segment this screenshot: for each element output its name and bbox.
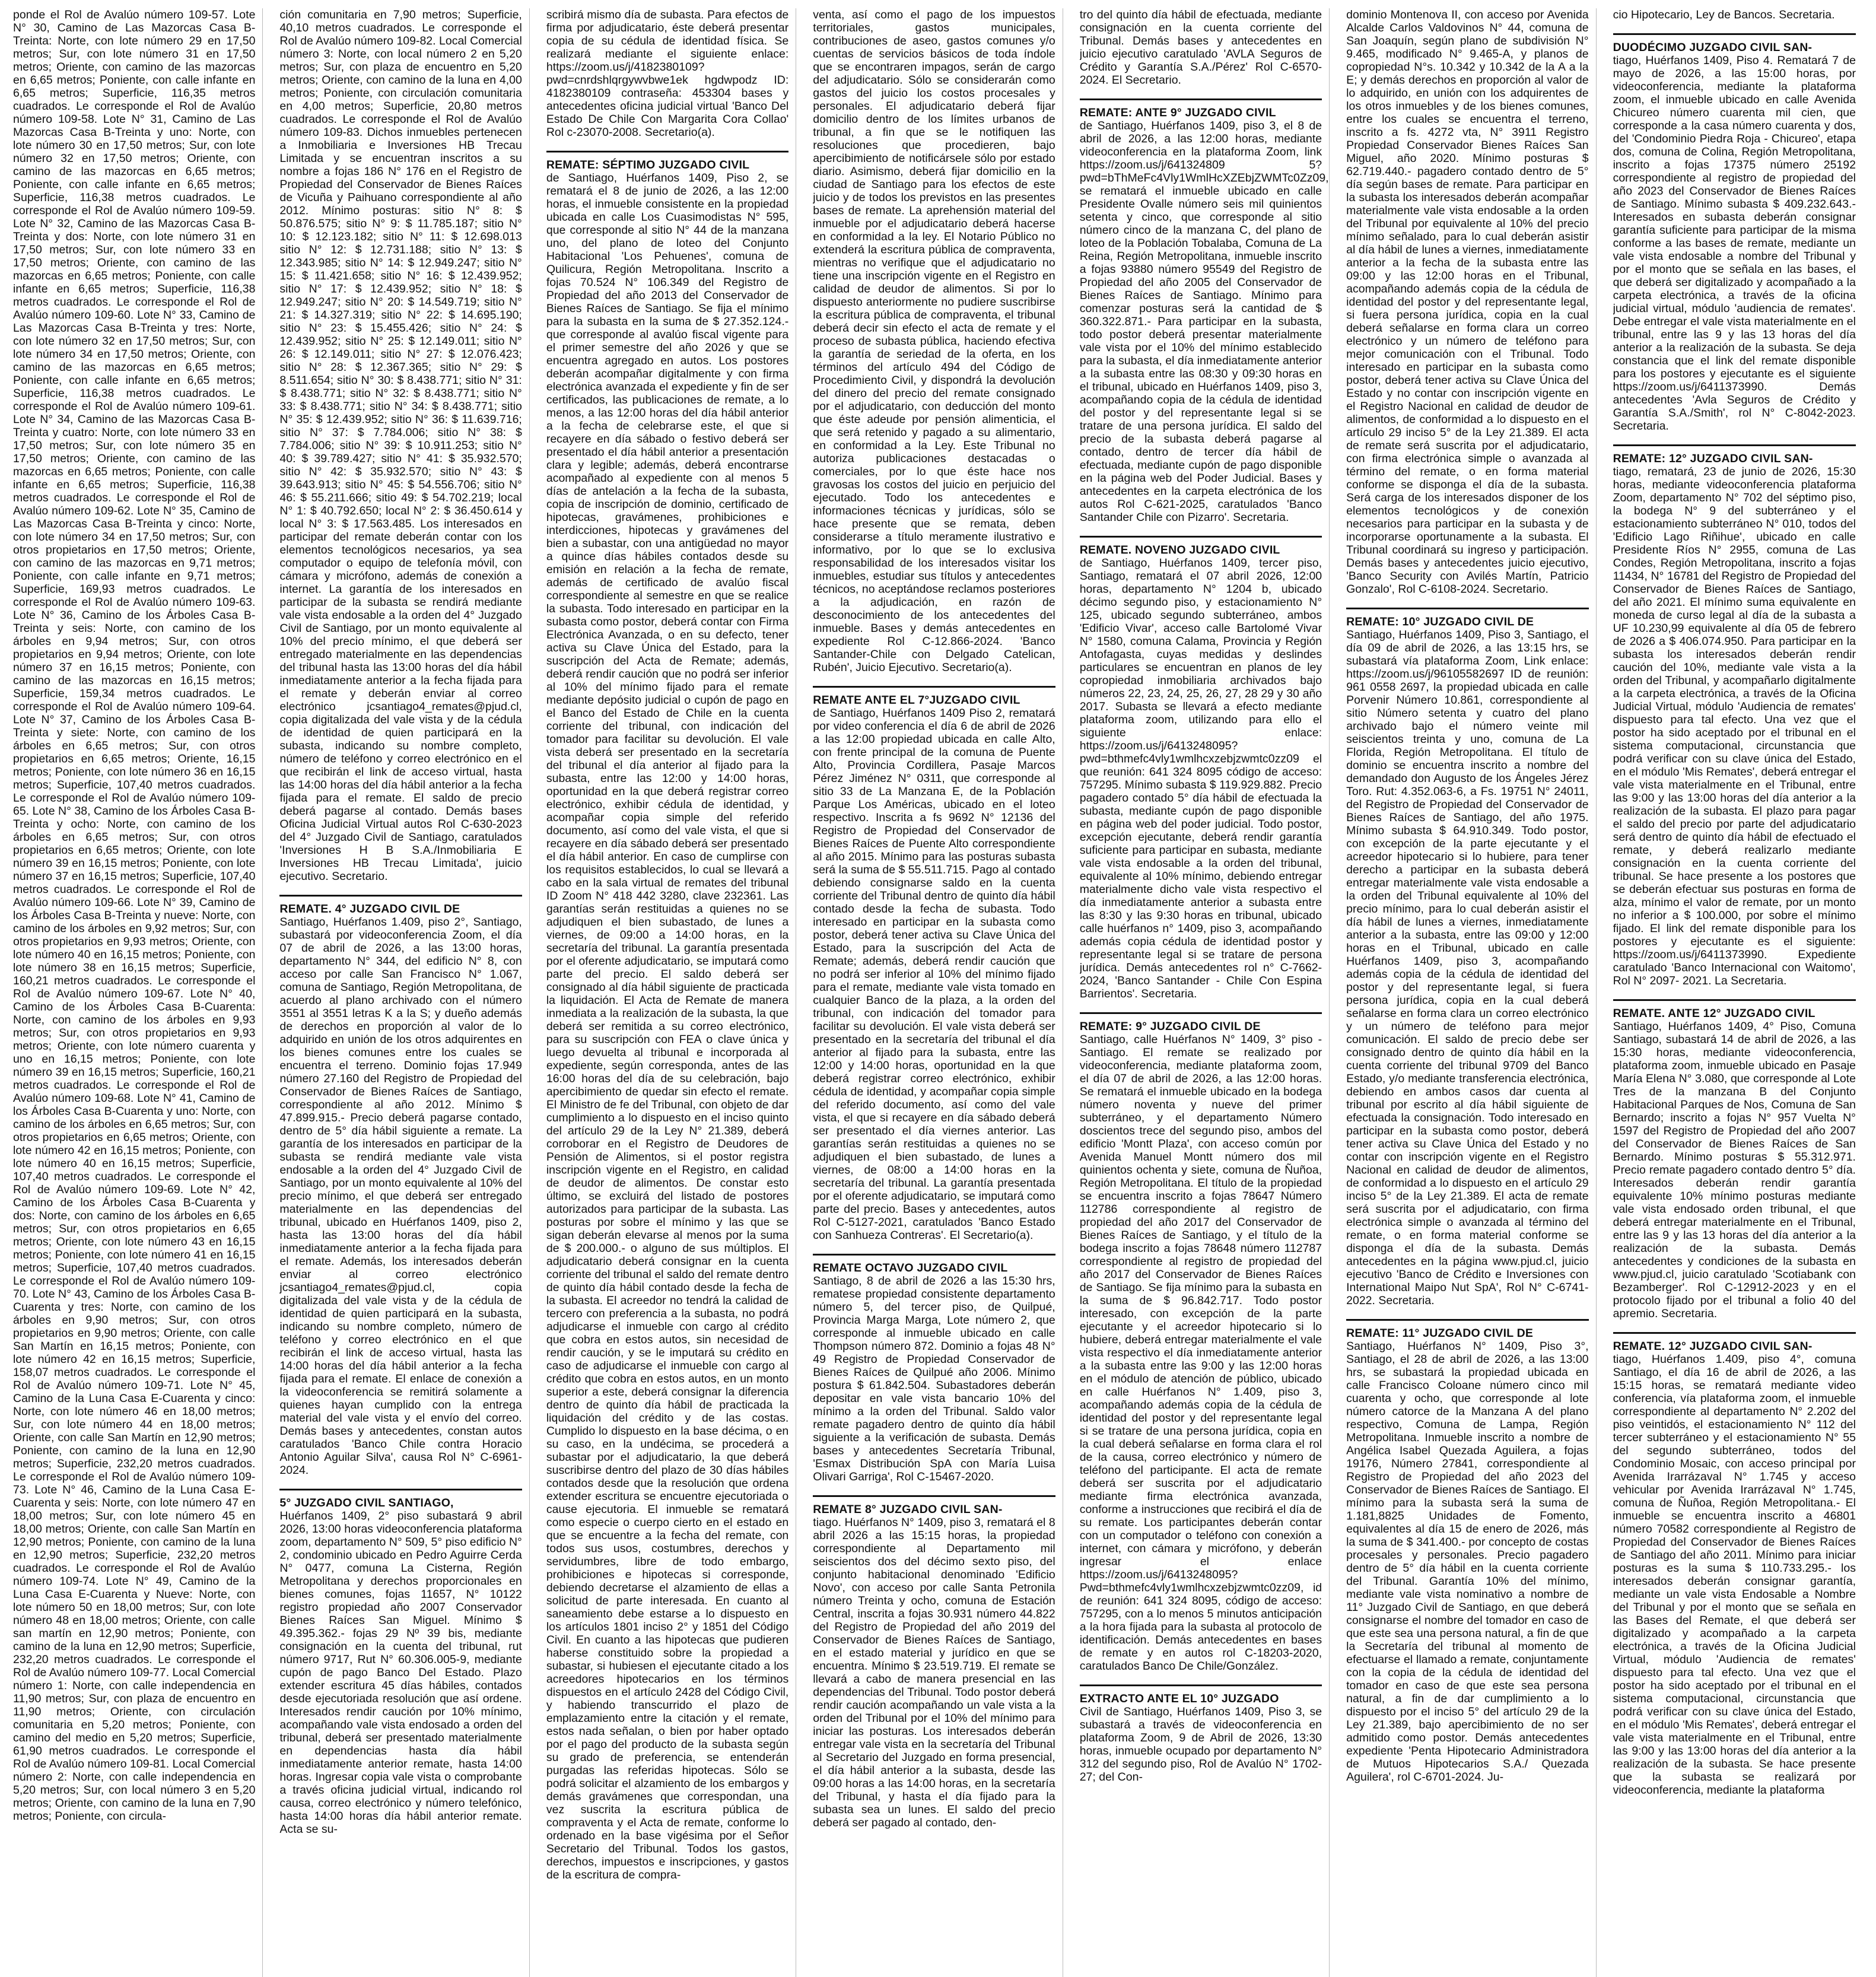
legal-notice [279,8,522,883]
column-1 [13,8,263,1977]
notice-heading: REMATE. ANTE 12° JUZGADO CIVIL [1613,1007,1815,1020]
notice-body: cio Hipotecario, Ley de Bancos. Secretaria. [1613,8,1835,21]
notice-divider [813,1254,1055,1256]
notice-heading: REMATE OCTAVO JUZGADO CIVIL [813,1261,1008,1274]
column-6 [1346,8,1596,1977]
notice-divider [1080,98,1322,100]
legal-notice [1080,1012,1322,1673]
notice-body: Santiago, Huérfanos N° 1409, Piso 3°, Santiago, el 28 de abril de 2026, a las 13:00 hrs, se subastará la propiedad ubicada en calle Francisco Coloane número cinco mil cuarenta y ocho, que corresponde al lote número catorce de la Manzana A del plano respectivo, Comuna de Lampa, Región Metropolitana. Inmueble inscrito a nombre de Angélica Isabel Quezada Aguilera, a fojas 19176, Número 27841, correspondiente al Registro de Propiedad del año 2023 del Conservador de Bienes Raíces de Santiago. El mínimo para la subasta será la suma de 1.181,8825 Unidades de Fomento, equivalentes al día 15 de enero de 2026, más la suma de $ 341.400.- por concepto de costas procesales y personales. Precio pagadero dentro de 5° día hábil en la cuenta corriente del Tribunal. Garantía 10% del mínimo, mediante vale vista nominativo a nombre de 11° Juzgado Civil de Santiago, en que deberá consignarse el nombre del tomador en caso de que este sea una persona natural, a fin de que la Secretaría del tribunal al momento de efectuarse el llamado a remate, conjuntamente con la copia de la cédula de identidad del tomador en caso de que este sea persona natural, a fin de dar cumplimiento a lo dispuesto por el inciso 5° del artículo 29 de la Ley 21.389, bajo apercibimiento de no ser admitido como postor. Demás antecedentes expediente 'Penta Hipotecario Administradora de Mutuos Hipotecarios S.A./ Quezada Aguilera', rol C-6701-2024. Ju- [1346,1340,1589,1784]
legal-notice [279,1489,522,1836]
legal-notice [1079,98,1329,524]
notice-heading: 5° JUZGADO CIVIL SANTIAGO, [279,1496,454,1509]
notice-heading: REMATE: 9° JUZGADO CIVIL DE [1079,1020,1261,1033]
notice-body: Santiago, calle Huérfanos N° 1409, 3° piso - Santiago. El remate se realizado por videoconferencia, mediante plataforma zoom, el día 07 de abril de 2026, a las 12:00 horas. Se rematará el inmueble ubicado en la bodega número noventa y nueve del primer subterráneo, y el departamento Número doscientos trece del segundo piso, ambos del edificio 'Montt Plaza', con acceso común por Avenida Manuel Montt número dos mil quinientos ochenta y siete, comuna de Ñuñoa, Región Metropolitana. El título de la propiedad se encuentra inscrito a fojas 78647 Número 112786 correspondiente al registro de propiedad del año 2017 del Conservador de Bienes Raíces de Santiago, y el título de la bodega inscrito a fojas 78648 número 112787 correspondiente al registro de propiedad del año 2017 del Conservador de Bienes Raíces de Santiago. Se fija mínimo para la subasta en la suma de $ 96.842.717. Todo postor interesado, con excepción de la parte ejecutante y el acreedor hipotecario si lo hubiere, deberá entregar materialmente el vale vista respectivo el día inmediatamente anterior a la subasta entre las 9:00 y las 12:00 horas en el módulo de atención de público, ubicado en calle Huérfanos N° 1.409, piso 3, acompañando además copia de la cédula de identidad del postor y del representante legal si se tratare de una persona jurídica, copia en la cual deberá señalarse en forma clara el rol de la causa, correo electrónico y número de teléfono del participante. El acta de remate deberá ser suscrita por el adjudicatario mediante firma electrónica avanzada, conforme a instrucciones que recibirá el día de su remate. Los participantes deberán contar con un computador o teléfono con conexión a internet, con cámara y micrófono, y deberán ingresar el enlace https://zoom.us/j/6413248095? Pwd=bthmefc4vly1wmlhcxzebjzwmtc0zz09, id de reunión: 641 324 8095, código de acceso: 757295, con a lo menos 5 minutos anticipación a la hora fijada para la subasta al protocolo de identificación. Demás antecedentes en bases de remate y en autos rol C-18203-2020, caratulados Banco De Chile/González. [1079,1033,1322,1673]
notice-divider [1080,1684,1322,1686]
notice-body: tiago, rematará, 23 de junio de 2026, 15:30 horas, mediante videoconferencia plataforma Zoom, departamento N° 702 del séptimo piso, la bodega N° 9 del subterráneo y el estacionamiento subterráneo N° 010, todos del 'Edificio Lago Riñihue', ubicado en calle Presidente Ríos N° 2955, comuna de Las Condes, Región Metropolitana, inscrito a fojas 11434, N° 16781 del Registro de Propiedad del Conservador de Bienes Raíces de Santiago, del año 2021. El mínimo suma equivalente en moneda de curso legal al día de la subasta a UF 10.230,99 equivalente al día 05 de febrero de 2026 a $ 406.074.950. Para participar en la subasta los interesados deberán rendir caución del 10%, mediante vale vista a la orden del Tribunal, y acompañarlo digitalmente a la carpeta electrónica, a través de la Oficina Judicial Virtual, módulo 'Audiencia de remates' dispuesto para tal efecto. Una vez que el postor ha sido aceptado por el tribunal en el sistema computacional, circunstancia que podrá verificar con su clave única del Estado, en el módulo 'Mis Remates', deberá entregar el vale vista materialmente en el Tribunal, entre las 9:00 y las 13:00 horas del día anterior a la realización de la subasta. El plazo para pagar el saldo del precio por parte del adjudicatario será dentro de quinto día hábil de efectuado el remate, y deberá realizarlo mediante consignación en la cuenta corriente del tribunal. Se hace presente a los postores que se deberán efectuar sus posturas en forma de alza, mínimo el valor de remate, por un monto no inferior a $ 100.000, por sobre el mínimo fijado. El link del remate disponible para los postores y ejecutante es el siguiente: https://zoom.us/j/6411373990. Expediente caratulado 'Banco Internacional con Waitomo', Rol N° 2097- 2021. La Secretaria. [1613,465,1856,987]
notice-body: de Santiago, Huérfanos 1409 Piso 2, rematará por video conferencia el día 6 de abril de 2026 a las 12:00 propiedad ubicada en calle Alto, con frente principal de la comuna de Puente Alto, Provincia Cordillera, Pasaje Marcos Pérez Jiménez N° 0311, que corresponde al sitio 33 de La Manzana E, de la Población Parque Los Américas, ubicado en el loteo respectivo. Inscrita a fs 9692 N° 12136 del Registro de Propiedad del Conservador de Bienes Raíces de Puente Alto correspondiente al año 2015. Mínimo para las posturas subasta será la suma de $ 55.511.715. Pago al contado debiendo consignarse saldo en la cuenta corriente del Tribunal dentro de quinto día hábil contado desde la fecha de subasta. Todo interesado en participar en la subasta como postor, deberá tener activa su Clave Única del Estado, para la suscripción del Acta de Remate; además, deberá rendir caución que no podrá ser inferior al 10% del mínimo fijado para el remate, mediante vale vista tomado en cualquier Banco de la plaza, a la orden del tribunal, con indicación del tomador para facilitar su devolución. El vale vista deberá ser presentado en la secretaría del tribunal el día anterior al fijado para la subasta, entre las 12:00 y 14:00 horas, oportunidad en la que deberá registrar correo electrónico, exhibir cédula de identidad, y acompañar copia simple del referido documento, así como del vale vista, el que si recayere en día sábado deberá ser presentado el día viernes anterior. Las garantías serán restituidas a quienes no se adjudiquen el bien subastado, de lunes a viernes, de 08:00 a 14:00 horas en la secretaría del tribunal. La garantía presentada por el oferente adjudicatario, se imputará como parte del precio. Bases y antecedentes, autos Rol C-5127-2021, caratulados 'Banco Estado con Sanhueza Contreras'. El Secretario(a). [813,707,1055,1242]
legal-notice [813,686,1055,1242]
column-7 [1613,8,1863,1977]
legal-notice [546,151,788,1881]
legal-notice [1613,33,1856,433]
notice-body: tiago. Huérfanos N° 1409, piso 3, rematará el 8 abril 2026 a las 15:15 horas, la propiedad correspondiente al Departamento mil seiscientos dos del décimo sexto piso, del conjunto habitacional denominado 'Edificio Novo', con acceso por calle Santa Petronila número Treinta y ocho, comuna de Estación Central, inscrita a fojas 30.931 número 44.822 del Registro de Propiedad del año 2019 del Conservador de Bienes Raíces de Santiago, en el estado material y jurídico en que se encuentra. Mínimo $ 23.519.719. El remate se llevará a cabo de manera presencial en las dependencias del Tribunal. Todo postor deberá rendir caución acompañando un vale vista a la orden del Tribunal por el 10% del mínimo para iniciar las posturas. Los interesados deberán entregar vale vista en la secretaría del Tribunal al Secretario del Juzgado en forma presencial, el día hábil anterior a la subasta, desde las 09:00 horas a las 14:00 horas, en la secretaría del Tribunal, y hasta el día fijado para la subasta sea un lunes. El saldo del precio deberá ser pagado al contado, den- [813,1516,1055,1829]
notice-body: Huérfanos 1409, 2° piso subastará 9 abril 2026, 13:00 horas videoconferencia plataforma zoom, departamento N° 509, 5° piso edificio N° 2, condominio ubicado en Pedro Aguirre Cerda N° 0477, comuna La Cisterna, Región Metropolitana y derechos proporcionales en bienes comunes, fojas 11657, N° 10122 registro propiedad año 2007 Conservador Bienes Raíces San Miguel. Mínimo $ 49.395.362.- fojas 29 Nº 39 bis, mediante consignación en la cuenta del tribunal, rut número 9717, Rut N° 60.306.005-9, mediante cupón de pago Banco Del Estado. Plazo extender escritura 45 días hábiles, contados desde ejecutoriada resolución que así ordene. Interesados rendir caución por 10% mínimo, acompañando vale vista endosado a orden del tribunal, deberá ser presentado materialmente en dependencias hasta día hábil inmediatamente anterior remate, hasta 14:00 horas. Ingresar copia vale vista o comprobante a través oficina judicial virtual, indicando rol causa, correo electrónico y número telefónico, hasta 14:00 horas día hábil anterior remate. Acta se su- [279,1509,522,1836]
notice-body: ción comunitaria en 7,90 metros; Superficie, 40,10 metros cuadrados. Le corresponde el Rol de Avalúo número 109-82. Local Comercial número 3: Norte, con local número 2 en 5,20 metros; Sur, con plaza de encuentro en 5,20 metros; Oriente, con camino de la luna en 4,00 metros; Poniente, con circulación comunitaria en 4,00 metros; Superficie, 20,80 metros cuadrados. Le corresponde el Rol de Avalúo número 109-83. Dichos inmuebles pertenecen a Inmobiliaria e Inversiones HB Trecau Limitada y se encuentran inscritos a su nombre a fojas 186 N° 176 en el Registro de Propiedad del Conservador de Bienes Raíces de Vicuña y Paihuano correspondiente al año 2012. Mínimo posturas: sitio N° 8: $ 50.876.575; sitio N° 9: $ 11.785.187; sitio N° 10: $ 12.123.182; sitio N° 11: $ 12.698.013 sitio N° 12: $ 12.731.188; sitio N° 13: $ 12.343.985; sitio N° 14: $ 12.949.247; sitio N° 15: $ 11.421.658; sitio N° 16: $ 12.439.952; sitio N° 17: $ 12.439.952; sitio N° 18: $ 12.949.247; sitio N° 20: $ 14.549.719; sitio N° 21: $ 14.327.319; sitio N° 22: $ 14.695.190; sitio N° 23: $ 15.455.426; sitio N° 24: $ 12.439.952; sitio N° 25: $ 12.149.011; sitio N° 26: $ 12.149.011; sitio N° 27: $ 12.076.423; sitio N° 28: $ 12.367.365; sitio N° 29: $ 8.511.654; sitio N° 30: $ 8.438.771; sitio N° 31: $ 8.438.771; sitio N° 32: $ 8.438.771; sitio N° 33: $ 8.438.771; sitio N° 34: $ 8.438.771; sitio N° 35: $ 12.439.952; sitio N° 36: $ 11.639.716; sitio N° 37: $ 7.784.006; sitio N° 38: $ 7.784.006; sitio N° 39: $ 10.911.253; sitio N° 40: $ 39.789.427; sitio N° 41: $ 35.932.570; sitio N° 42: $ 35.932.570; sitio N° 43: $ 39.643.913; sitio N° 45: $ 54.556.706; sitio N° 46: $ 55.211.666; sitio 49: $ 54.702.219; local N° 1: $ 40.792.650; local N° 2: $ 36.450.614 y local N° 3: $ 17.563.485. Los interesados en participar del remate deberán contar con los elementos tecnológicos necesarios, ya sea computador o equipo de telefonía móvil, con cámara y micrófono, además de conexión a internet. La garantía de los interesados en participar de la subasta se rendirá mediante vale vista endosable a la orden del 4° Juzgado Civil de Santiago, por un monto equivalente al 10% del precio mínimo, el que deberá ser entregado materialmente en las dependencias del tribunal hasta las 13:00 horas del día hábil inmediatamente anterior a la fecha fijada para el remate y deberán enviar al correo electrónico jcsantiago4_remates@pjud.cl, copia digitalizada del vale vista y de la cédula de identidad de quien participará en la subasta, indicando su nombre completo, número de teléfono y correo electrónico en el que recibirán el link de acceso virtual, hasta las 14:00 horas del día hábil anterior a la fecha fijada para el remate. El saldo de precio deberá pagarse al contado. Demás bases Oficina Judicial Virtual autos Rol C-630-2023 del 4° Juzgado Civil de Santiago, caratulados 'Inversiones H B S.A./Inmobiliaria E Inversiones HB Trecau Limitada', juicio ejecutivo. Secretario. [279,8,522,883]
column-2 [279,8,529,1977]
notice-heading: REMATE: 11° JUZGADO CIVIL DE [1346,1327,1534,1340]
notice-heading: DUODÉCIMO JUZGADO CIVIL SAN- [1613,41,1813,54]
legal-notice [813,8,1055,674]
notice-divider [813,1495,1055,1497]
notice-heading: REMATE. NOVENO JUZGADO CIVIL [1079,543,1280,557]
notice-body: venta, así como el pago de los impuestos territoriales, gastos municipales, contribuciones de aseo, gastos comunes y/o cuentas de servicios básicos de toda índole que se encontraren impagos, serán de cargo del adjudicatario. Sólo se considerarán como gastos del juicio los costos procesales y personales. El adjudicatario deberá fijar domicilio dentro de los límites urbanos de tribunal, a fin que se le notifiquen las resoluciones que procedieren, bajo apercibimiento de notificársele sólo por estado diario. Asimismo, deberá fijar domicilio en la ciudad de Santiago para los efectos de este juicio y de todos los previstos en las presentes bases de remate. La aprehensión material del inmueble por el adjudicatario deberá hacerse en conformidad a la ley. El Notario Público no extenderá la escritura pública de compraventa, mientras no verifique que el adjudicatario no tiene una inscripción vigente en el Registro en calidad de deudor de alimentos. Si por lo dispuesto anteriormente no pudiere suscribirse la escritura pública de compraventa, el tribunal deberá decir sin efecto el acta de remate y el proceso de subasta pública, haciendo efectiva la garantía de seriedad de la oferta, en los términos del artículo 494 del Código de Procedimiento Civil, y dispondrá la devolución del dinero del precio del remate consignado por el adjudicatario, con deducción del monto que éste adeude por pensión alimenticia, el que será retenido y pagado a su alimentario, en conformidad a la Ley. Este Tribunal no autoriza publicaciones destacadas o comerciales, por lo que éste hace nos gravosas los costos del juicio en perjuicio del ejecutado. Todo los antecedentes e informaciones técnicas y jurídicas, sólo se hace presente que se remata, deben considerarse a título meramente ilustrativo e informativo, por lo que se lo exclusiva responsabilidad de los interesados visitar los inmuebles, estudiar sus títulos y antecedentes técnicos, no aceptándose reclamos posteriores a la adjudicación, en razón de desconocimiento de los antecedentes del inmueble. Bases y demás antecedentes en expediente Rol C-12.866-2024. 'Banco Santander-Chile con Delgado Catelican, Rubén', Juicio Ejecutivo. Secretario(a). [813,8,1055,674]
legal-notice [813,1495,1055,1829]
notice-heading: REMATE: ANTE 9° JUZGADO CIVIL [1079,106,1276,119]
legal-notice [1346,1319,1588,1784]
notice-heading: REMATE ANTE EL 7°JUZGADO CIVIL [813,694,1020,707]
notice-body: scribirá mismo día de subasta. Para efectos de firma por adjudicatario, éste deberá presentar copia de su cédula de identidad física. Se realizará mediante el siguiente enlace: https://zoom.us/j/4182380109?pwd=cnrdshlqrgywvbwe1ek hgdwpodz ID: 4182380109 contraseña: 453304 bases y antecedentes oficina judicial virtual 'Banco Del Estado De Chile Con Margarita Cora Collao' Rol c-23070-2008. Secretario(a). [546,8,789,139]
notice-body: tiago, Huérfanos 1409, Piso 4. Rematará 7 de mayo de 2026, a las 15:00 horas, por videoconferencia, mediante la plataforma zoom, el inmueble ubicado en calle Avenida Chicureo número cuarenta mil cien, que corresponde a la casa número cuarenta y dos, del 'Condominio Piedra Roja - Chicureo', etapa dos, comuna de Colina, Región Metropolitana, inscrito a fojas 17375 número 25192 correspondiente al registro de propiedad del año 2023 del Conservador de Bienes Raíces de Santiago. Mínimo subasta $ 409.232.643.- Interesados en subasta deberán consignar garantía suficiente para participar de la misma conforme a las bases de remate, mediante un vale vista endosable a nombre del Tribunal y por el monto que se señala en las bases, el que deberá ser digitalizado y acompañado a la carpeta electrónica, a través de la oficina judicial virtual, módulo 'audiencia de remates'. Debe entregar el vale vista materialmente en el tribunal, entre las 9 y las 13 horas del día anterior a la realización de la subasta. Se deja constancia que el link del remate disponible para los postores y ejecutante es el siguiente https://zoom.us/j/6411373990. Demás antecedentes 'Avla Seguros de Crédito y Garantía S.A./Smith', rol N° C-8042-2023. Secretaria. [1613,54,1856,433]
notice-heading: REMATE: 10° JUZGADO CIVIL DE [1346,615,1534,628]
notice-divider [813,686,1055,688]
legal-notice [1080,1684,1322,1784]
notice-divider [1346,608,1588,609]
notice-body: Santiago, 8 de abril de 2026 a las 15:30 hrs, rematese propiedad consistente departamento número 5, del tercer piso, de Quilpué, Provincia Marga Marga, Lote número 2, que corresponde al inmueble ubicado en calle Thompson número 872. Dominio a fojas 48 N° 49 Registro de Propiedad Conservador de Bienes Raíces de Quilpué año 2006. Mínimo postura $ 61.842.504. Subastadores deberán depositar en vale vista bancario 10% del mínimo a la orden del Tribunal. Saldo valor remate pagadero dentro de quinto día hábil siguiente a la verificación de subasta. Demás bases y antecedentes Secretaría Tribunal, 'Esmax Distribución SpA con María Luisa Olivari Garriga', Rol C-15467-2020. [813,1274,1055,1483]
notice-body: de Santiago, Huérfanos 1409, tercer piso, Santiago, rematará el 07 abril 2026, 12:00 horas, departamento N° 1204 b, ubicado décimo segundo piso, y estacionamiento N° 125, ubicado segundo subterráneo, ambos 'Edificio Vivar', acceso calle Bartolomé Vivar N° 1580, comuna Calama, Provincia y Región Antofagasta, cuyas medidas y deslindes particulares se encuentran en planos de ley copropiedad inmobiliaria archivados bajo números 22, 23, 24, 25, 26, 27, 28 29 y 30 año 2017. Subasta se llevará a efecto mediante plataforma zoom, utilizando para ello el siguiente enlace: https://zoom.us/j/6413248095?pwd=bthmefc4vly1wmlhcxzebjzwmtc0zz09 el que reunión: 641 324 8095 código de acceso: 757295. Mínimo subasta $ 119.929.882. Precio pagadero contado 5° día hábil de efectuada la subasta, mediante cupón de pago disponible en página web del poder judicial. Todo postor, excepción ejecutante, deberá rendir garantía suficiente para participar en subasta, mediante vale vista endosable a la orden del tribunal, equivalente al 10% mínimo, debiendo entregar materialmente dicho vale vista respectivo el día inmediatamente anterior a subasta entre las 8:30 y las 9:30 horas en tribunal, ubicado calle huérfanos n° 1409, piso 3, acompañando además copia cédula de identidad postor y representante legal si se tratare de persona jurídica. Demás antecedentes rol n° C-7662-2024, 'Banco Santander - Chile Con Espina Barrientos'. Secretaria. [1079,557,1322,1000]
column-4 [813,8,1063,1977]
notice-divider [1080,536,1322,538]
legal-notice [1080,536,1322,1000]
legal-notice [813,1254,1055,1483]
notice-heading: EXTRACTO ANTE EL 10° JUZGADO [1079,1692,1279,1705]
notice-body: ponde el Rol de Avalúo número 109-57. Lote N° 30, Camino de Las Mazorcas Casa B-Treinta: Norte, con lote número 29 en 17,50 metros; Sur, con lote número 31 en 17,50 metros; Oriente, con camino de las mazorcas en 6,65 metros; Poniente, con calle infante en 6,65 metros; Superficie, 116,35 metros cuadrados. Le corresponde el Rol de Avalúo número 109-58. Lote N° 31, Camino de Las Mazorcas Casa B-Treinta y uno: Norte, con lote número 30 en 17,50 metros; Sur, con lote número 32 en 17,50 metros; Oriente, con camino de las mazorcas en 6,65 metros; Poniente, con calle infante en 6,65 metros; Superficie, 116,38 metros cuadrados. Le corresponde el Rol de Avalúo número 109-59. Lote N° 32, Camino de las Mazorcas Casa B-Treinta y dos: Norte, con lote número 31 en 17,50 metros; Sur, con lote número 33 en 17,50 metros; Oriente, con camino de las mazorcas en 6,65 metros; Poniente, con calle infante en 6,65 metros; Superficie, 116,38 metros cuadrados. Le corresponde el Rol de Avalúo número 109-60. Lote N° 33, Camino de Las Mazorcas Casa B-Treinta y tres: Norte, con lote número 32 en 17,50 metros; Sur, con lote número 34 en 17,50 metros; Oriente, con camino de las mazorcas en 6,65 metros; Poniente, con calle infante en 6,65 metros; Superficie, 116,38 metros cuadrados. Le corresponde el Rol de Avalúo número 109-61. Lote N° 34, Camino de las Mazorcas Casa B-Treinta y cuatro: Norte, con lote número 33 en 17,50 metros; Sur, con lote número 35 en 17,50 metros; Oriente, con camino de las mazorcas en 6,65 metros; Poniente, con calle infante en 6,65 metros; Superficie, 116,38 metros cuadrados. Le corresponde el Rol de Avalúo número 109-62. Lote N° 35, Camino de Las Mazorcas Casa B-Treinta y cinco: Norte, con lote número 34 en 17,50 metros; Sur, con otros propietarios en 17,50 metros; Oriente, con camino de las mazorcas en 9,71 metros; Poniente, con calle infante en 9,71 metros; Superficie, 169,93 metros cuadrados. Le corresponde el Rol de Avalúo número 109-63. Lote N° 36, Camino de los Árboles Casa B-Treinta y seis: Norte, con camino de los árboles en 9,94 metros; Sur, con otros propietarios en 9,94 metros; Oriente, con lote número 37 en 16,15 metros; Poniente, con camino de las mazorcas en 16,15 metros; Superficie, 159,34 metros cuadrados. Le corresponde el Rol de Avalúo número 109-64. Lote N° 37, Camino de los Árboles Casa B-Treinta y siete: Norte, con camino de los árboles en 6,65 metros; Sur, con otros propietarios en 6,65 metros; Oriente, 16,15 metros; Poniente, con lote número 36 en 16,15 metros; Superficie, 107,40 metros cuadrados. Le corresponde el Rol de Avalúo número 109-65. Lote N° 38, Camino de los Árboles Casa B-Treinta y ocho: Norte, con camino de los árboles en 6,65 metros; Sur, con otros propietarios en 6,65 metros; Oriente, con lote número 39 en 16,15 metros; Poniente, con lote número 37 en 16,15 metros; Superficie, 107,40 metros cuadrados. Le corresponde el Rol de Avalúo número 109-66. Lote N° 39, Camino de los Árboles Casa B-Treinta y nueve: Norte, con camino de los árboles en 9,92 metros; Sur, con otros propietarios en 9,93 metros; Oriente, con lote número 40 en 16,15 metros; Poniente, con lote número 38 en 16,15 metros; Superficie, 160,21 metros cuadrados. Le corresponde el Rol de Avalúo número 109-67. Lote N° 40, Camino de los Árboles Casa B-Cuarenta: Norte, con camino de los árboles en 9,93 metros; Sur, con otros propietarios en 9,93 metros; Oriente, con lote número cuarenta y uno en 16,15 metros; Poniente, con lote número 39 en 16,15 metros; Superficie, 160,21 metros cuadrados. Le corresponde el Rol de Avalúo número 109-68. Lote N° 41, Camino de los Árboles Casa B-Cuarenta y uno: Norte, con camino de los árboles en 6,65 metros; Sur, con otros propietarios en 6,65 metros; Oriente, con lote número 42 en 16,15 metros; Poniente, con lote número 40 en 16,15 metros; Superficie, 107,40 metros cuadrados. Le corresponde el Rol de Avalúo número 109-69. Lote N° 42, Camino de los Árboles Casa B-Cuarenta y dos: Norte, con camino de los árboles en 6,65 metros; Sur, con otros propietarios en 6,65 metros; Oriente, con lote número 43 en 16,15 metros; Poniente, con lote número 41 en 16,15 metros; Superficie, 107,40 metros cuadrados. Le corresponde el Rol de Avalúo número 109-70. Lote N° 43, Camino de los Árboles Casa B-Cuarenta y tres: Norte, con camino de los árboles en 9,90 metros; Sur, con otros propietarios en 9,90 metros; Oriente, con calle San Martín en 16,15 metros; Poniente, con lote número 42 en 16,15 metros; Superficie, 158,07 metros cuadrados. Le corresponde el Rol de Avalúo número 109-71. Lote N° 45, Camino de la Luna Casa E-Cuarenta y cinco: Norte, con lote número 46 en 18,00 metros; Sur, con lote número 44 en 18,00 metros; Oriente, con calle San Martín en 12,90 metros; Poniente, con camino de la luna en 12,90 metros; Superficie, 232,20 metros cuadrados. Le corresponde el Rol de Avalúo número 109-73. Lote N° 46, Camino de la Luna Casa E-Cuarenta y seis: Norte, con lote número 47 en 18,00 metros; Sur, con lote número 45 en 18,00 metros; Oriente, con calle San Martín en 12,90 metros; Poniente, con camino de la luna en 12,90 metros; Superficie, 232,20 metros cuadrados. Le corresponde el Rol de Avalúo número 109-74. Lote N° 49, Camino de la Luna Casa E-Cuarenta y Nueve: Norte, con lote número 50 en 18,00 metros; Sur, con lote número 48 en 18,00 metros; Oriente, con calle san martín en 12,90 metros; Poniente, con camino de la luna en 12,90 metros; Superficie, 232,20 metros cuadrados. Le corresponde el Rol de Avalúo número 109-77. Local Comercial número 1: Norte, con calle independencia en 11,90 metros; Sur, con plaza de encuentro en 11,90 metros; Oriente, con circulación comunitaria en 5,20 metros; Poniente, con camino del medio en 5,20 metros; Superficie, 61,90 metros cuadrados. Le corresponde el Rol de Avalúo número 109-81. Local Comercial número 2: Norte, con calle independencia en 5,20 metros; Sur, con local número 3 en 5,20 metros; Oriente, con camino de la luna en 7,90 metros; Poniente, con circula- [13,8,256,1823]
legal-notice [279,895,522,1477]
notice-divider [279,895,522,897]
notice-body: tiago, Huérfanos 1.409, piso 4°, comuna Santiago, el día 16 de abril de 2026, a las 15:15 horas, se rematará mediante video conferencia, vía plataforma zoom, el inmueble correspondiente al departamento N° 2.202 del piso veintidós, el estacionamiento N° 112 del tercer subterráneo y el estacionamiento N° 55 del segundo subterráneo, todos del Condominio Mosaic, con acceso principal por Avenida Irarrázaval N° 1.745 y acceso vehicular por Avenida Irarrázaval N° 1.745, comuna de Ñuñoa, Región Metropolitana.- El inmueble se encuentra inscrito a 46801 número 70582 correspondiente al Registro de Propiedad del Conservador de Bienes Raíces de Santiago del año 2011. Mínimo para iniciar posturas es la suma $ 110.733.295.- los interesados deberán consignar garantía, mediante un vale vista Endosable a Nombre del Tribunal y por el monto que se señala en las Bases del Remate, el que deberá ser digitalizado y acompañado a la carpeta electrónica, a través de la Oficina Judicial Virtual, módulo 'Audiencia de remates' dispuesto para tal efecto. Una vez que el postor ha sido aceptado por el tribunal en el sistema computacional, circunstancia que podrá verificar con su clave única del Estado, en el módulo 'Mis Remates', deberá entregar el vale vista materialmente en el Tribunal, entre las 9:00 y las 13:00 horas del día anterior a la realización de la subasta. Se hace presente que la subasta se realizará por videoconferencia, mediante la plataforma [1613,1353,1856,1797]
notice-body: Civil de Santiago, Huérfanos 1409, Piso 3, se subastará a través de videoconferencia en plataforma Zoom, 9 de Abril de 2026, 13:30 horas, inmueble ocupado por departamento N° 312 del segundo piso, Rol de Avalúo N° 1702-27; del Con- [1079,1705,1322,1784]
notice-body: tro del quinto día hábil de efectuada, mediante consignación en la cuenta corriente del Tribunal. Demás bases y antecedentes en juicio ejecutivo caratulado 'AVLA Seguros de Crédito y Garantía S.A./Pérez' Rol C-6570-2024. El Secretario. [1079,8,1322,87]
notice-heading: REMATE 8° JUZGADO CIVIL SAN- [813,1503,1003,1516]
notice-divider [1346,1319,1588,1321]
legal-notice [1613,444,1856,987]
legal-notice [1613,999,1856,1320]
notice-body: Santiago, Huérfanos 1.409, piso 2°, Santiago, subastará por videoconferencia Zoom, el día 07 de abril de 2026, a las 13:00 horas, departamento N° 344, del edificio N° 8, con acceso por calle San Francisco N° 1.067, comuna de Santiago, Región Metropolitana, de acuerdo al plano archivado con el número 3551 al 3551 letras K a la S; y dueño además de derechos en proporción al valor de lo adquirido en unión de los otros adquirentes en los bienes comunes entre los cuales se encuentra el terreno. Dominio fojas 17.949 número 27.160 del Registro de Propiedad del Conservador de Bienes Raíces de Santiago, correspondiente al año 2012. Mínimo $ 47.899.915.- Precio deberá pagarse contado, dentro de 5° día hábil siguiente a remate. La garantía de los interesados en participar de la subasta se rendirá mediante vale vista endosable a la orden del 4° Juzgado Civil de Santiago, por un monto equivalente al 10% del precio mínimo, el que deberá ser entregado materialmente en las dependencias del tribunal, ubicado en Huérfanos 1409, piso 2, hasta las 13:00 horas del día hábil inmediatamente anterior a la fecha fijada para el remate. Además, los interesados deberán enviar al correo electrónico jcsantiago4_remates@pjud.cl, copia digitalizada del vale vista y de la cédula de identidad de quien participará en la subasta, indicando su nombre completo, número de teléfono y correo electrónico en el que recibirán el link de acceso virtual, hasta las 14:00 horas del día hábil anterior a la fecha fijada para el remate. El enlace de conexión a la videoconferencia se remitirá solamente a quienes hayan cumplido con la entrega material del vale vista y el envío del correo. Demás bases y antecedentes, constan autos caratulados 'Banco Chile contra Horacio Antonio Aguilar Silva', causa Rol N° C-6961-2024. [279,916,522,1477]
notice-body: de Santiago, Huérfanos 1409, Piso 2, se rematará el 8 de junio de 2026, a las 12:00 horas, el inmueble consistente en la propiedad ubicada en calle Los Cuasimodistas N° 595, que corresponde al sitio N° 44 de la manzana uno, del plano de loteo del Conjunto Habitacional 'Los Pehuenes', comuna de Quilicura, Región Metropolitana. Inscrito a fojas 70.524 N° 106.349 del Registro de Propiedad del año 2013 del Conservador de Bienes Raíces de Santiago. Se fija el mínimo para la subasta en la suma de $ 27.352.124.- que corresponde al avalúo fiscal vigente para el primer semestre del año 2026 y que se encuentra agregado en autos. Los postores deberán acompañar digitalmente y con firma electrónica avanzada el expediente y fin de ser certificados, las publicaciones de remate, a lo menos, a las 12:00 horas del día hábil anterior a la fecha de celebrarse este, el que si recayere en día sábado o festivo deberá ser presentado el día hábil anterior a presentación clara y legible; además, deberá encontrarse acompañado al expediente con al menos 5 días de antelación a la fecha de la subasta, copia de inscripción de dominio, certificado de hipotecas, gravámenes, prohibiciones e interdicciones, hipotecas y gravámenes del bien a subastar, con una antigüedad no mayor a quince días hábiles contados desde su emisión en relación a la fecha de remate, además de certificado de avalúo fiscal correspondiente al semestre en que se realice la subasta. Todo interesado en participar en la subasta como postor, deberá contar con Firma Electrónica Avanzada, o en su defecto, tener activa su Clave Única del Estado, para la suscripción del Acta de Remate; además, deberá rendir caución que no podrá ser inferior al 10% del mínimo fijado para el remate mediante depósito judicial o cupón de pago en el Banco del Estado de Chile en la cuenta corriente del tribunal, con indicación del tomador para facilitar su devolución. El vale vista deberá ser presentado en la secretaría del tribunal el día anterior al fijado para la subasta, entre las 12:00 y 14:00 horas, oportunidad en la que deberá registrar correo electrónico, exhibir cédula de identidad, y acompañar copia simple del referido documento, así como del vale vista, el que si recayere en día sábado deberá ser presentado el día hábil anterior. En caso de cumplirse con los requisitos establecidos, lo cual se llevará a cabo en la sala virtual de remates del tribunal ID Zoom N° 418 442 3280, clave 232361. Las garantías serán restituidas a quienes no se adjudiquen el bien subastado, de lunes a viernes, de 09:00 a 14:00 horas, en la secretaría del tribunal. La garantía presentada por el oferente adjudicatario, se imputará como parte del precio. El saldo deberá ser consignado al día hábil siguiente de practicada la liquidación. El Acta de Remate de manera inmediata a la realización de la subasta, la que deberá ser remitida a su correo electrónico, para su suscripción con FEA o clave única y luego devuelta al tribunal e incorporada al expediente, según corresponda, antes de las 16:00 horas del día de su celebración, bajo apercibimiento de quedar sin efecto el remate. El Ministro de fe del Tribunal, con objeto de dar cumplimiento a lo dispuesto en el inciso quinto del artículo 29 de la Ley N° 21.389, deberá corroborar en el Registro de Deudores de Pensión de Alimentos, si el postor registra inscripción vigente en el Registro, en calidad de deudor de alimentos. De constar esto último, se excluirá del listado de postores autorizados para participar de la subasta. Las posturas por sobre el mínimo y las que se sigan deberán elevarse al menos por la suma de $ 200.000.- o alguno de sus múltiplos. El adjudicatario deberá consignar en la cuenta corriente del tribunal el saldo del remate dentro de quinto día hábil contado desde la fecha de la subasta. El acreedor no tendrá la calidad de tercero con preferencia a la subasta, no podrá adjudicarse el inmueble con cargo al crédito que cobra en estos autos, sin necesidad de rendir caución, y se le imputará su crédito en caso de adjudicarse el inmueble con cargo al crédito que cobra en estos autos, en un monto superior a este, deberá consignar la diferencia dentro de quinto día hábil de practicada la liquidación del crédito y de las costas. Cumplido lo dispuesto en la base décima, o en su caso, en la undécima, se procederá a subastar por el adjudicatario, la que deberá suscribirse dentro del plazo de 30 días hábiles contados desde que la resolución que ordena extender escritura se encuentre ejecutoriada o cause ejecutoria. El inmueble se rematará como especie o cuerpo cierto en el estado en que se encuentre a la fecha del remate, con todos sus usos, costumbres, derechos y servidumbres, libre de todo embargo, prohibiciones e hipotecas si corresponde, debiendo decretarse el alzamiento de ellas a solicitud de parte interesada. En cuanto al saneamiento debe estarse a lo dispuesto en los artículos 1801 inciso 2° y 1851 del Código Civil. En cuanto a las hipotecas que pudieren haberse constituido sobre la propiedad a subastar, si hubiesen el ejecutante citado a los acreedores hipotecarios en los términos dispuestos en el artículo 2428 del Código Civil, y habiendo transcurrido el plazo de emplazamiento entre la citación y el remate, estos nada señalan, o bien por haber optado por el pago del producto de la subasta según su grado de preferencia, se entenderán purgadas las referidas hipotecas. Sólo se podrá solicitar el alzamiento de los embargos y demás gravámenes que correspondan, una vez suscrita la escritura pública de compraventa y el Acta de remate, conforme lo ordenado en la base vigésima por el Señor Secretario del Tribunal. Todos los gastos, derechos, impuestos e inscripciones, y gastos de la escritura de compra- [546,171,789,1881]
column-5 [1080,8,1330,1977]
notice-divider [1080,1012,1322,1014]
legal-notice [1346,8,1588,596]
notice-divider [1613,999,1856,1001]
notice-divider [1613,33,1856,35]
notice-divider [1613,1332,1856,1334]
legal-notice [13,8,255,1823]
notice-body: dominio Montenova II, con acceso por Avenida Alcalde Carlos Valdovinos N° 44, comuna de San Joaquín, según plano de subdivisión N° 9.465, modificado N° 9.465-A, y planos de copropiedad N°s. 10.342 y 10.342 de la A a la E; y demás derechos en proporción al valor de lo adquirido, en unión con los adquirentes de los otros inmuebles y de los bienes comunes, entre los cuales se encuentra el terreno, inscrito a fs. 4272 vta, N° 3911 Registro Propiedad Conservador Bienes Raíces San Miguel, año 2020. Mínimo posturas $ 62.719.440.- pagadero contado dentro de 5° día según bases de remate. Para participar en la subasta los interesados deberán acompañar materialmente vale vista endosable a la orden del Tribunal por equivalente al 10% del precio mínimo señalado, para lo cual deberán asistir al día hábil de lunes a viernes, inmediatamente anterior a la fecha de la subasta entre las 09:00 y las 12:00 horas en el Tribunal, acompañando además copia de la cédula de identidad del postor y del representante legal, si fuera persona jurídica, copia en la cual deberá señalarse en forma clara un correo electrónico y un número de teléfono para mejor comunicación con el Tribunal. Todo interesado en participar en la subasta como postor, deberá tener activa su Clave Única del Estado y no contar con inscripción vigente en el Registro Nacional en calidad de deudor de alimentos, de conformidad a lo dispuesto en el artículo 29 inciso 5° de la Ley 21.389. El acta de remate será suscrita por el adjudicatario, con firma electrónica simple o avanzada al término del remate, o en forma material conforme se disponga el día de la subasta. Será carga de los interesados disponer de los elementos tecnológicos y de conexión necesarios para participar en la subasta y de incorporarse oportunamente a la subasta. El Tribunal coordinará su ingreso y participación. Demás bases y antecedentes juicio ejecutivo, 'Banco Security con Avilés Martín, Patricio Gonzalo', Rol C-6108-2024. Secretario. [1346,8,1589,596]
legal-notice [1346,608,1588,1307]
legal-notice [1080,8,1322,87]
legal-notice [1613,8,1856,21]
notice-heading: REMATE. 12° JUZGADO CIVIL SAN- [1613,1340,1813,1353]
legal-notice [1613,1332,1856,1797]
notice-divider [279,1489,522,1490]
notice-heading: REMATE: SÉPTIMO JUZGADO CIVIL [546,158,750,171]
notice-divider [546,151,788,152]
notice-heading: REMATE. 4° JUZGADO CIVIL DE [279,902,460,916]
notice-body: Santiago, Huérfanos 1409, 4° Piso, Comuna Santiago, subastará 14 de abril de 2026, a las 15:30 horas, mediante videoconferencia, plataforma zoom, inmueble ubicado en Pasaje María Elena N° 3.080, que corresponde al Lote Tres de la manzana B del Conjunto Habitacional Parques de Nos, Comuna de San Bernardo; inscrito a fojas N° 957 Vuelta N° 1597 del Registro de Propiedad del año 2007 del Conservador de Bienes Raíces de San Bernardo. Mínimo posturas $ 55.312.971. Precio remate pagadero contado dentro 5° día. Interesados deberán rendir garantía equivalente 10% mínimo posturas mediante vale vista endosado orden tribunal, el que deberá entregar materialmente en el Tribunal, entre las 9 y las 13 horas del día anterior a la realización de la subasta. Demás antecedentes y condiciones de la subasta en www.pjud.cl, juicio caratulado 'Scotiabank con Bezamberger'. Rol C-12912-2023 y en el protocolo fijado por el tribunal a folio 40 del apremio. Secretaria. [1613,1020,1856,1320]
notice-divider [1613,444,1856,446]
legal-notice [546,8,788,139]
column-3 [546,8,796,1977]
notice-heading: REMATE: 12° JUZGADO CIVIL SAN- [1613,452,1813,465]
notice-body: Santiago, Huérfanos 1409, Piso 3, Santiago, el día 09 de abril de 2026, a las 13:15 hrs, se subastará vía plataforma Zoom, Link enlace: https://zoom.us/j/96105582697 ID de reunión: 961 0558 2697, la propiedad ubicada en calle Porvenir Número 10.861, correspondiente al sitio Número setenta y cuatro del plano archivado bajo el número veinte mil seiscientos treinta y uno, comuna de La Florida, Región Metropolitana. El título de dominio se encuentra inscrito a nombre del demandado don Augusto de los Ángeles Jérez Toro. Rut: 4.352.063-6, a Fs. 19751 N° 24011, del Registro de Propiedad del Conservador de Bienes Raíces de Santiago, del año 1975. Mínimo subasta $ 64.910.349. Todo postor, con excepción de la parte ejecutante y el acreedor hipotecario si lo hubiere, para tener derecho a participar en la subasta deberá entregar materialmente vale vista endosable a la orden del Tribunal equivalente al 10% del precio mínimo, para lo cual deberán asistir el día hábil de lunes a viernes, inmediatamente anterior a la subasta, entre las 09:00 y 12:00 horas en el Tribunal, ubicado en calle Huérfanos 1409, piso 3, acompañando además copia de la cédula de identidad del postor y del representante legal, si fuera persona jurídica, copia en la cual deberá señalarse en forma clara un correo electrónico y un número de teléfono para mejor comunicación. El saldo de precio debe ser consignado dentro de quinto día hábil en la cuenta corriente del tribunal 9709 del Banco Estado, y/o mediante transferencia electrónica, debiendo en ambos casos dar cuenta al tribunal por escrito al día hábil siguiente de efectuada la consignación. Todo interesado en participar en la subasta como postor, deberá tener activa su Clave Única del Estado y no contar con inscripción vigente en el Registro Nacional en calidad de deudor de alimentos, de conformidad a lo dispuesto en el artículo 29 inciso 5° de la Ley 21.389. El acta de remate será suscrita por el adjudicatario, con firma electrónica simple o avanzada al término del remate, o en forma material conforme se disponga el día de la subasta. Demás antecedentes en la página www.pjud.cl, juicio ejecutivo 'Banco de Crédito e Inversiones con International Maipo Nut SpA', Rol N° C-6741-2022. Secretaria. [1346,628,1589,1307]
notice-body: de Santiago, Huérfanos 1409, piso 3, el 8 de abril de 2026, a las 12:00 horas, mediante videoconferencia en la plataforma Zoom, link https://zoom.us/j/641324809 5?pwd=bThMeFc4Vly1WmlHcXZEbjZWMTc0Zz09, se rematará el inmueble ubicado en calle Presidente Ovalle número seis mil quinientos setenta y cinco, que corresponde al sitio número cinco de la manzana C, del plano de loteo de la Población Tobalaba, Comuna de La Reina, Región Metropolitana, inmueble inscrito a fojas 93880 número 95549 del Registro de Propiedad del año 2005 del Conservador de Bienes Raíces de Santiago. Mínimo para comenzar posturas será la cantidad de $ 360.322.871.- Para participar en la subasta, todo postor deberá presentar materialmente vale vista por el 10% del mínimo establecido para la subasta, el día inmediatamente anterior a la subasta entre las 08:30 y 09:30 horas en el tribunal, ubicado en Huérfanos 1409, piso 3, acompañando copia de la cédula de identidad del postor y del representante legal si se tratare de una persona jurídica. El saldo del precio de la subasta deberá pagarse al contado, dentro de tercer día hábil de efectuada, mediante cupón de pago disponible en la página web del Poder Judicial. Bases y antecedentes en la carpeta electrónica de los autos Rol C-621-2025, caratulados 'Banco Santander Chile con Pizarro'. Secretaria. [1079,119,1329,524]
